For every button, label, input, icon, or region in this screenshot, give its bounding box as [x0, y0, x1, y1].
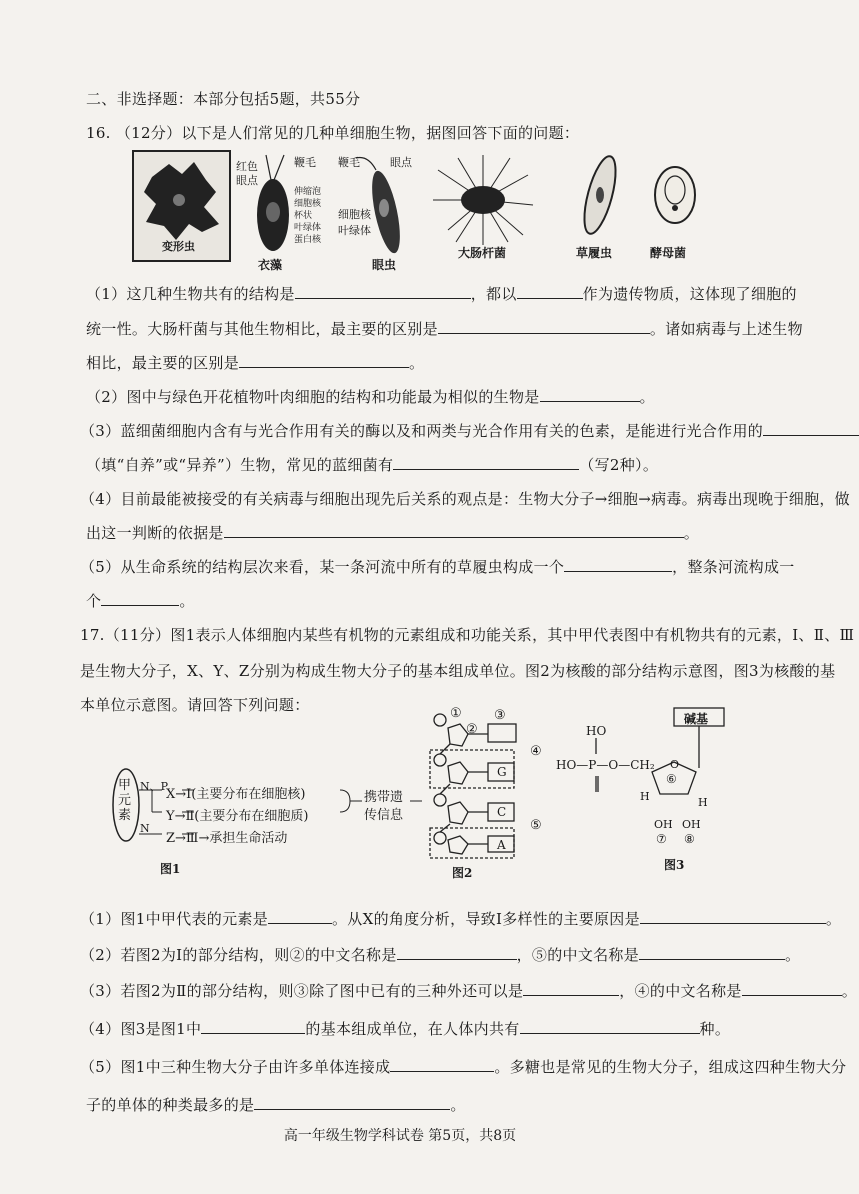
q17-p5-line1 [80, 1056, 846, 1077]
q16-p4-line1: （4）目前最能被接受的有关病毒与细胞出现先后关系的观点是：生物大分子→细胞→病毒。病毒出现晚于细胞，做 [80, 490, 850, 508]
q17-p4-a: （4）图3是图1中 [80, 1020, 202, 1038]
q16-p1-blank2[interactable] [517, 284, 583, 299]
q17-p1 [80, 908, 841, 929]
q17-p5-c: 子的单体的种类最多的是 [86, 1096, 255, 1114]
q17-p2-b: ，⑤的中文名称是 [516, 946, 640, 964]
q16-p1-e: 。诸如病毒与上述生物 [649, 320, 803, 338]
q16-p5-blank1[interactable] [564, 557, 672, 572]
chlamydomonas-figure [236, 150, 326, 270]
fig3-label-7: ⑦ [656, 832, 667, 846]
q16-p4-line2 [86, 522, 699, 543]
chlamy-label-cup: 杯状 [294, 211, 313, 221]
paramecium-caption: 草履虫 [576, 246, 613, 260]
fig2-base-c: C [497, 805, 507, 819]
q17-p2-blank1[interactable] [397, 945, 517, 960]
q17-stem3: 本单位示意图。请回答下列问题： [80, 696, 310, 714]
ecoli-image [428, 150, 538, 250]
chlamy-label-nucleus: 细胞核 [294, 199, 322, 209]
amoeba-figure [132, 150, 231, 262]
fig1-element: 甲元素 [118, 778, 132, 823]
chlamy-caption: 衣藻 [258, 258, 283, 272]
q16-p3-line1 [80, 420, 859, 441]
q16-stem: 16. （12分）以下是人们常见的几种单细胞生物，据图回答下面的问题： [86, 124, 580, 142]
q16-p2-a: （2）图中与绿色开花植物叶肉细胞的结构和功能最为相似的生物是 [86, 388, 540, 406]
q17-stem1: 17.（11分）图1表示人体细胞内某些有机物的元素组成和功能关系，其中甲代表图中有机物共有的元素，Ⅰ、Ⅱ、Ⅲ [80, 626, 855, 644]
fig3-ho-left: HO—P—O—CH₂ [556, 758, 655, 772]
q17-p1-a: （1）图1中甲代表的元素是 [80, 910, 268, 928]
chlamy-label-vacuole: 伸缩泡 [294, 187, 322, 197]
q17-p4-blank1[interactable] [201, 1019, 305, 1034]
q17-p2 [80, 944, 800, 965]
fig2-marker-4: ④ [530, 744, 542, 759]
q16-p5-line2 [86, 590, 195, 611]
fig1-row-x: X→Ⅰ(主要分布在细胞核) [166, 787, 306, 802]
paramecium-figure [570, 150, 630, 270]
q17-p2-blank2[interactable] [639, 945, 785, 960]
ecoli-caption: 大肠杆菌 [458, 246, 507, 260]
fig3-label-6: ⑥ [666, 772, 677, 786]
q17-p4 [80, 1018, 730, 1039]
fig1-row-y: Y→Ⅱ(主要分布在细胞质) [166, 809, 309, 824]
q16-p4-b: 出这一判断的依据是 [86, 524, 224, 542]
yeast-image [640, 150, 710, 250]
q16-p5-b: ，整条河流构成一 [672, 558, 795, 576]
q16-p1-blank1[interactable] [295, 284, 471, 299]
fig2-base-g: G [497, 765, 507, 779]
yeast-figure [640, 150, 710, 270]
euglena-label-nucleus: 细胞核 [338, 208, 371, 221]
euglena-caption: 眼虫 [372, 258, 397, 272]
q16-p3-line2 [86, 454, 658, 475]
fig2-marker-2: ② [466, 722, 478, 737]
q16-p4-blank[interactable] [224, 523, 684, 538]
q17-p3 [80, 980, 857, 1001]
q17-p1-c: 。 [825, 910, 842, 928]
q16-p1-c: 作为遗传物质，这体现了细胞的 [582, 285, 797, 303]
q16-p3-blank2[interactable] [393, 455, 579, 470]
euglena-label-flagellum: 鞭毛 [338, 156, 360, 169]
q16-p1-f: 相比，最主要的区别是 [86, 354, 240, 372]
q16-p5-line1 [80, 556, 795, 577]
q16-p4-c: 。 [683, 524, 700, 542]
fig1-carry-2: 传信息 [364, 808, 404, 823]
q16-p1-blank4[interactable] [239, 353, 409, 368]
q17-p1-b: 。从X的角度分析，导致Ⅰ多样性的主要原因是 [332, 910, 640, 928]
section-header: 二、非选择题：本部分包括5题，共55分 [86, 90, 361, 108]
figure3 [556, 706, 736, 878]
q17-p3-b: ，④的中文名称是 [619, 982, 742, 1000]
q16-p1-line1 [86, 283, 797, 304]
q16-p1-line3 [86, 352, 424, 373]
figure2 [426, 708, 556, 880]
q16-p5-d: 。 [179, 592, 195, 610]
fig1-np: N、P [140, 780, 169, 793]
chlamy-label-chloroplast: 叶绿体 [294, 223, 322, 233]
q16-p3-a: （3）蓝细菌细胞内含有与光合作用有关的酶以及和两类与光合作用有关的色素，是能进行光合作用的 [80, 422, 764, 440]
fig2-marker-1: ① [450, 706, 462, 721]
q17-stem2: 是生物大分子，X、Y、Z分别为构成生物大分子的基本组成单位。图2为核酸的部分结构示意图，图3为核酸的基 [80, 662, 836, 680]
fig3-base-box: 碱基 [684, 712, 709, 726]
figure2-structure [426, 708, 556, 858]
q17-p5-blank2[interactable] [254, 1095, 450, 1110]
amoeba-caption: 变形虫 [162, 240, 195, 253]
fig3-o: O [670, 758, 680, 771]
q17-p3-a: （3）若图2为Ⅱ的部分结构，则③除了图中已有的三种外还可以是 [80, 982, 524, 1000]
chlamy-label-pyrenoid: 蛋白核 [294, 235, 322, 245]
q16-p2-b: 。 [639, 388, 655, 406]
q16-p1-b: ，都以 [470, 285, 517, 303]
q17-p5-d: 。 [450, 1096, 466, 1114]
q16-p2-blank[interactable] [540, 387, 640, 402]
q16-p5-a: （5）从生命系统的结构层次来看，某一条河流中所有的草履虫构成一个 [80, 558, 565, 576]
yeast-caption: 酵母菌 [650, 246, 687, 260]
euglena-label-eyespot: 眼点 [390, 156, 412, 169]
fig2-marker-5: ⑤ [530, 818, 542, 833]
figure3-structure [556, 706, 736, 846]
fig3-oh-2: OH [682, 818, 701, 831]
q17-p3-blank1[interactable] [523, 981, 619, 996]
q17-p1-blank1[interactable] [268, 909, 332, 924]
q17-p4-blank2[interactable] [520, 1019, 700, 1034]
q17-p5-b: 。多糖也是常见的生物大分子，组成这四种生物大分 [494, 1058, 847, 1076]
chlamy-label-red: 红色 [236, 160, 258, 173]
q16-p1-d: 统一性。大肠杆菌与其他生物相比，最主要的区别是 [86, 320, 438, 338]
fig3-label-8: ⑧ [684, 832, 695, 846]
q17-p4-c: 种。 [699, 1020, 731, 1038]
fig2-caption: 图2 [452, 866, 473, 880]
chlamy-label-flagellum: 鞭毛 [294, 156, 316, 169]
q17-p5-blank1[interactable] [390, 1057, 494, 1072]
q17-p3-blank2[interactable] [742, 981, 842, 996]
fig2-marker-3: ③ [494, 708, 506, 723]
q16-p1-blank3[interactable] [438, 319, 650, 334]
q16-p3-c: （写2种）。 [579, 456, 659, 474]
fig3-h-right: H [698, 796, 708, 809]
q16-p5-blank2[interactable] [101, 591, 179, 606]
fig2-base-a: A [497, 838, 506, 852]
q16-p3-b: （填“自养”或“异养”）生物，常见的蓝细菌有 [86, 456, 394, 474]
q16-p5-c: 个 [86, 592, 102, 610]
q16-p1-a: （1）这几种生物共有的结构是 [86, 285, 295, 303]
q16-p3-blank1[interactable] [763, 421, 859, 436]
q16-p1-line2 [86, 318, 803, 339]
fig3-caption: 图3 [664, 858, 685, 872]
fig1-n: N [140, 822, 150, 835]
fig1-row-z: Z→Ⅲ→承担生命活动 [166, 831, 288, 846]
fig3-oh-1: OH [654, 818, 673, 831]
chlamy-label-eyespot: 眼点 [236, 174, 258, 187]
ecoli-figure [428, 150, 538, 270]
q17-p5-line2 [86, 1094, 466, 1115]
figure1 [112, 760, 422, 880]
fig1-carry-1: 携带遗 [364, 790, 404, 805]
q17-p2-a: （2）若图2为Ⅰ的部分结构，则②的中文名称是 [80, 946, 397, 964]
q16-p1-g: 。 [409, 354, 425, 372]
q17-p1-blank2[interactable] [640, 909, 826, 924]
fig3-h-left: H [640, 790, 650, 803]
q17-p4-b: 的基本组成单位，在人体内共有 [305, 1020, 520, 1038]
fig3-ho-top: HO [586, 724, 607, 738]
paramecium-image [570, 150, 630, 250]
fig1-caption: 图1 [160, 862, 181, 876]
q17-p2-c: 。 [785, 946, 801, 964]
euglena-label-chloroplast: 叶绿体 [338, 224, 371, 237]
q17-p3-c: 。 [841, 982, 858, 1000]
page-footer: 高一年级生物学科试卷 第5页，共8页 [283, 1128, 517, 1144]
q16-p2 [86, 386, 655, 407]
euglena-figure [338, 150, 418, 270]
q17-p5-a: （5）图1中三种生物大分子由许多单体连接成 [80, 1058, 391, 1076]
